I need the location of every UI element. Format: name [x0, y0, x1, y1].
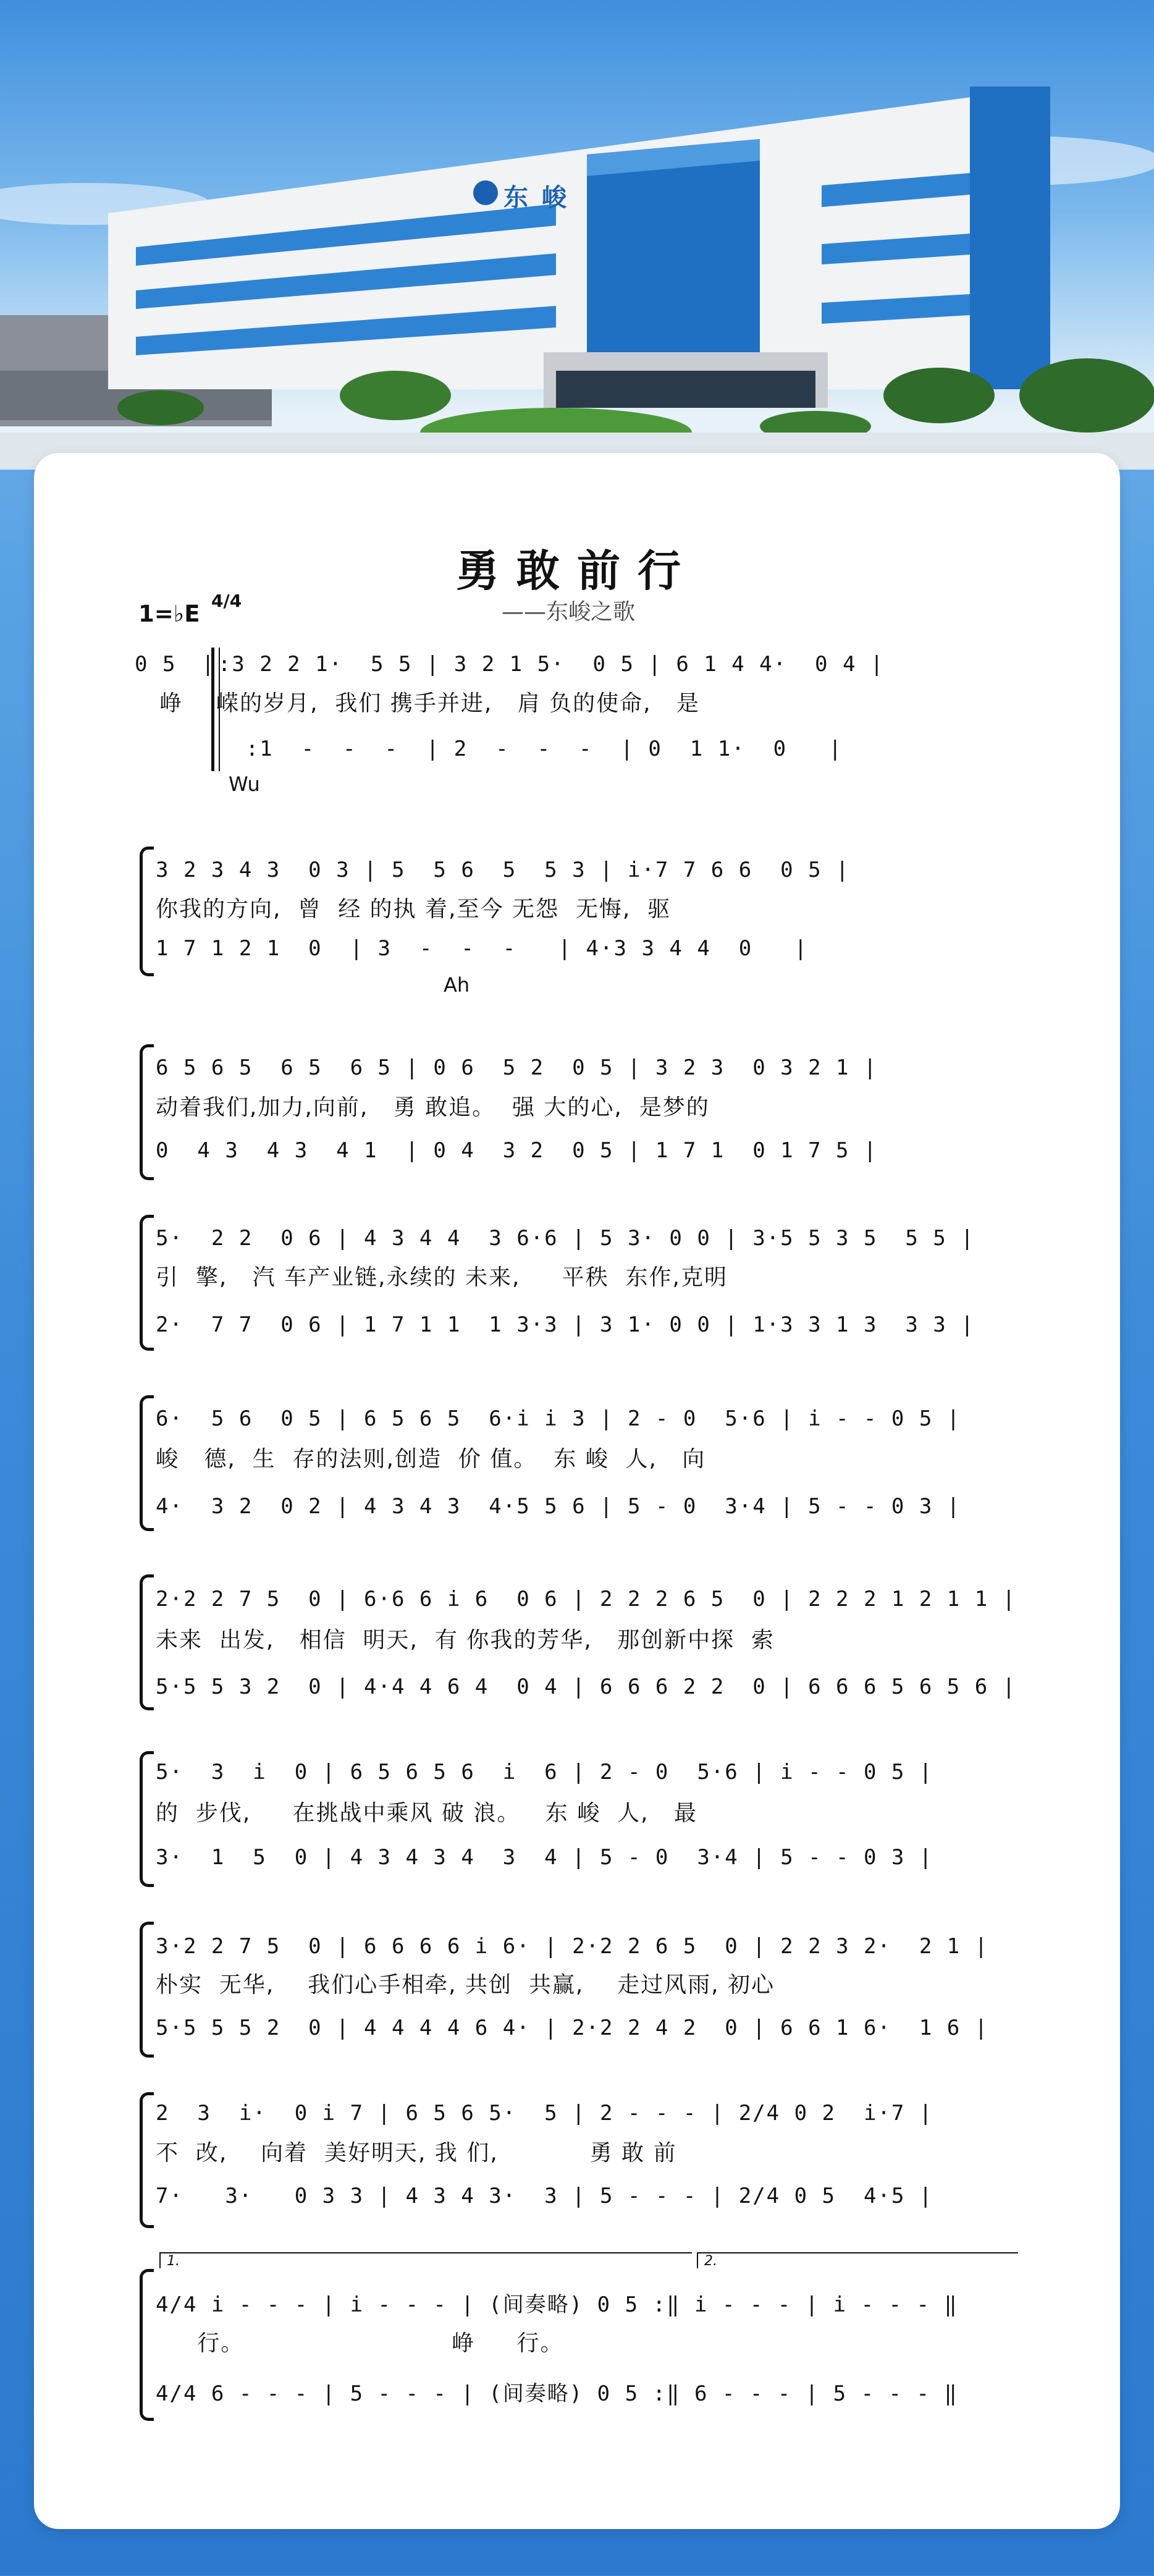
lyrics-line: 不 改, 向着 美好明天, 我 们, 勇 敢 前: [156, 2140, 677, 2166]
vocal-syllable: Wu: [229, 772, 260, 796]
volta-second-ending: 2.: [697, 2252, 1018, 2268]
system-brace: [140, 1044, 154, 1180]
lyrics-line: 行。 峥 行。: [156, 2331, 564, 2356]
lyrics-line: 动着我们,加力,向前, 勇 敢追。 强 大的心, 是梦的: [156, 1095, 710, 1120]
harmony-line: 3· 1 5 0 | 4 3 4 3 4 3 4 | 5 - 0 3·4 | 5 - - 0 3 |: [156, 1845, 933, 1870]
building-logo-text: 东 峻: [503, 183, 569, 212]
time-signature: 4/4: [211, 591, 242, 611]
system-brace: [140, 1215, 154, 1351]
melody-line: 5· 3 i 0 | 6 5 6 5 6 i 6 | 2 - 0 5·6 | i - - 0 5 |: [156, 1760, 933, 1784]
volta-first-ending: 1.: [159, 2252, 692, 2268]
harmony-line: 7· 3· 0 3 3 | 4 3 4 3· 3 | 5 - - - | 2/4 0 5 4·5 |: [156, 2184, 933, 2208]
melody-line: 2 3 i· 0 i 7 | 6 5 6 5· 5 | 2 - - - | 2/4 0 2 i·7 |: [156, 2101, 933, 2126]
harmony-line: 4· 3 2 0 2 | 4 3 4 3 4·5 5 6 | 5 - 0 3·4 | 5 - - 0 3 |: [156, 1494, 961, 1519]
harmony-line: 1 7 1 2 1 0 | 3 - - - | 4·3 3 4 4 0 |: [156, 936, 809, 961]
harmony-line: 0 4 3 4 3 4 1 | 0 4 3 2 0 5 | 1 7 1 0 1 7 5 |: [156, 1138, 878, 1163]
lyrics-line: 峥 嵘的岁月, 我们 携手并进, 肩 负的使命, 是: [135, 691, 700, 716]
harmony-line: 5·5 5 5 2 0 | 4 4 4 4 6 4· | 2·2 2 4 2 0 | 6 6 1 6· 1 6 |: [156, 2016, 989, 2040]
harmony-line: 4/4 6 - - - | 5 - - - | (间奏略) 0 5 :‖ 6 - - - | 5 - - - ‖: [156, 2381, 958, 2406]
lyrics-line: 引 擎, 汽 车产业链,永续的 未来, 平秩 东作,克明: [156, 1265, 728, 1290]
lyrics-line: 峻 德, 生 存的法则,创造 价 值。 东 峻 人, 向: [156, 1446, 706, 1472]
key-signature: 1=♭E: [138, 601, 200, 627]
melody-line: 5· 2 2 0 6 | 4 3 4 4 3 6·6 | 5 3· 0 0 | 3·5 5 3 5 5 5 |: [156, 1226, 975, 1251]
melody-line: 2·2 2 7 5 0 | 6·6 6 i 6 0 6 | 2 2 2 6 5 0 | 2 2 2 1 2 1 1 |: [156, 1587, 1017, 1611]
song-subtitle: ——东峻之歌: [502, 599, 636, 625]
score-card: [34, 453, 1120, 2529]
melody-line: 6 5 6 5 6 5 6 5 | 0 6 5 2 0 5 | 3 2 3 0 3 2 1 |: [156, 1055, 878, 1080]
harmony-line: 2· 7 7 0 6 | 1 7 1 1 1 3·3 | 3 1· 0 0 | 1·3 3 1 3 3 3 |: [156, 1312, 975, 1337]
system-brace: [140, 1751, 154, 1887]
building-illustration: [0, 0, 1154, 470]
system-brace: [140, 2092, 154, 2228]
lyrics-line: 朴实 无华, 我们心手相牵, 共创 共赢, 走过风雨, 初心: [156, 1972, 775, 1998]
lyrics-line: 你我的方向, 曾 经 的执 着,至今 无怨 无悔, 驱: [156, 897, 672, 922]
harmony-line: 5·5 5 3 2 0 | 4·4 4 6 4 0 4 | 6 6 6 2 2 0 | 6 6 6 5 6 5 6 |: [156, 1674, 1017, 1699]
system-brace: [140, 847, 154, 976]
system-brace: [140, 1395, 154, 1531]
lyrics-line: 的 步伐, 在挑战中乘风 破 浪。 东 峻 人, 最: [156, 1801, 697, 1826]
lyrics-line: 未来 出发, 相信 明天, 有 你我的芳华, 那创新中探 索: [156, 1628, 775, 1653]
melody-line: 3·2 2 7 5 0 | 6 6 6 6 i 6· | 2·2 2 6 5 0 | 2 2 3 2· 2 1 |: [156, 1934, 989, 1959]
system-brace: [140, 1574, 154, 1710]
melody-line: 0 5 ‖:3 2 2 1· 5 5 | 3 2 1 5· 0 5 | 6 1 4 4· 0 4 |: [135, 652, 885, 677]
vocal-syllable: Ah: [444, 973, 470, 997]
melody-line: 6· 5 6 0 5 | 6 5 6 5 6·i i 3 | 2 - 0 5·6 | i - - 0 5 |: [156, 1406, 961, 1431]
system-brace: [140, 1922, 154, 2058]
system-brace: [140, 2269, 154, 2421]
harmony-line: :1 - - - | 2 - - - | 0 1 1· 0 |: [135, 737, 843, 761]
header-photo: [0, 0, 1154, 470]
melody-line: 4/4 i - - - | i - - - | (间奏略) 0 5 :‖ i - - - | i - - - ‖: [156, 2292, 958, 2317]
song-title: 勇敢前行: [456, 545, 698, 596]
melody-line: 3 2 3 4 3 0 3 | 5 5 6 5 5 3 | i·7 7 6 6 0 5 |: [156, 858, 850, 882]
